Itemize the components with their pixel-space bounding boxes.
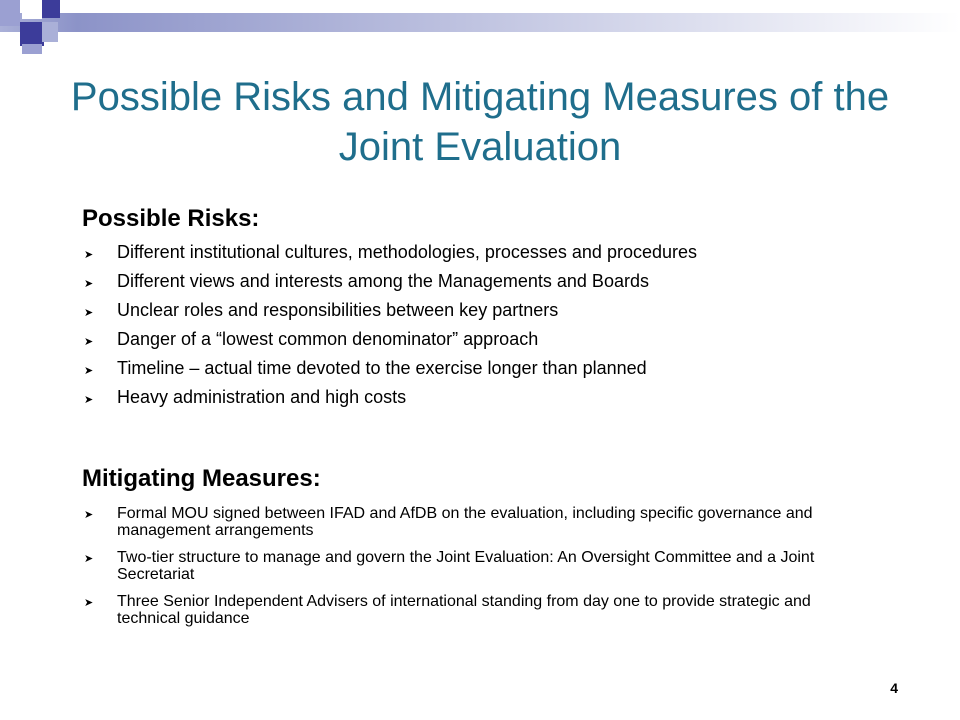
arrowhead-bullet-icon: ➤ (84, 597, 94, 609)
list-item (82, 330, 852, 349)
arrowhead-bullet-icon: ➤ (84, 553, 94, 565)
risks-heading: Possible Risks: (82, 205, 260, 232)
list-item (82, 549, 852, 583)
list-item (82, 301, 852, 320)
arrowhead-bullet-icon: ➤ (84, 336, 94, 348)
list-item-text: Formal MOU signed between IFAD and AfDB on the evaluation, including specific governance and management arrangements (117, 505, 813, 539)
list-item (82, 388, 852, 407)
list-item-text: Three Senior Independent Advisers of international standing from day one to provide strategic and technical guidance (117, 593, 811, 627)
arrowhead-bullet-icon: ➤ (84, 249, 94, 261)
decorative-square (42, 22, 58, 42)
arrowhead-bullet-icon: ➤ (84, 509, 94, 521)
list-item-text: Two-tier structure to manage and govern the Joint Evaluation: An Oversight Committee and a Joint Secretariat (117, 549, 815, 583)
list-item (82, 593, 852, 627)
mitigating-list (82, 505, 852, 637)
risks-list (82, 243, 852, 417)
decorative-square (0, 0, 20, 26)
list-item (82, 505, 852, 539)
page-number: 4 (890, 680, 898, 696)
list-item (82, 243, 852, 262)
decorative-square (22, 0, 42, 19)
header-gradient-bar (0, 13, 960, 32)
arrowhead-bullet-icon: ➤ (84, 394, 94, 406)
mitigating-heading: Mitigating Measures: (82, 465, 321, 492)
arrowhead-bullet-icon: ➤ (84, 278, 94, 290)
list-item-text: Different institutional cultures, methodologies, processes and procedures (117, 242, 697, 262)
decorative-square (42, 0, 60, 18)
arrowhead-bullet-icon: ➤ (84, 365, 94, 377)
list-item-text: Heavy administration and high costs (117, 387, 407, 407)
list-item-text: Unclear roles and responsibilities between key partners (117, 300, 559, 320)
decorative-square (22, 44, 42, 54)
decorative-square (20, 22, 44, 46)
list-item-text: Timeline – actual time devoted to the exercise longer than planned (117, 358, 647, 378)
list-item (82, 359, 852, 378)
list-item-text: Different views and interests among the Managements and Boards (117, 271, 649, 291)
slide-title: Possible Risks and Mitigating Measures of the Joint Evaluation (70, 75, 890, 169)
arrowhead-bullet-icon: ➤ (84, 307, 94, 319)
list-item (82, 272, 852, 291)
list-item-text: Danger of a “lowest common denominator” approach (117, 329, 539, 349)
